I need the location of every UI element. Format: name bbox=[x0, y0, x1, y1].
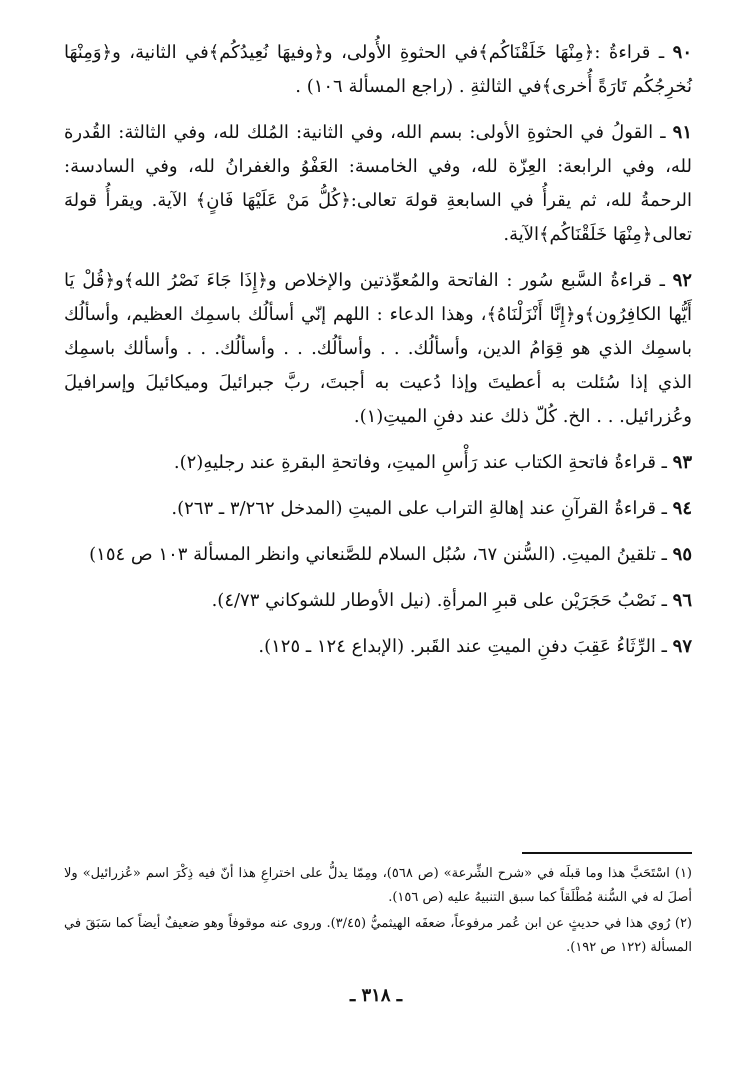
item-number: ٩٧ bbox=[672, 636, 692, 657]
paragraph-text: ـ تلقينُ الميتِ. (السُّنن ٦٧، سُبُل السلام للصَّنعاني وانظر المسألة ١٠٣ ص ١٥٤) bbox=[89, 544, 667, 565]
paragraph-text: ـ قراءةُ فاتحةِ الكتاب عند رَأْسِ الميتِ، وفاتحةِ البقرةِ عند رجليهِ(٢). bbox=[173, 452, 667, 473]
item-number: ٩٤ bbox=[672, 498, 692, 519]
item-number: ٩٥ bbox=[672, 544, 692, 565]
footnote-2: (٢) رُوي هذا في حديثٍ عن ابن عُمر مرفوعاً، ضعفَه الهيثميُّ (٣/٤٥). وروى عنه موقوفاً وهو ضعيفٌ أيضاً كما سَبَقَ في المسألة (١٢٢ ص ١٩٢). bbox=[64, 916, 692, 955]
footnotes bbox=[64, 852, 692, 962]
paragraph-91 bbox=[64, 116, 692, 252]
paragraph-93 bbox=[64, 446, 692, 480]
paragraph-95 bbox=[64, 538, 692, 572]
paragraph-text: ـ الرِّثَاءُ عَقِبَ دفنِ الميتِ عند القَبر. (الإبداع ١٢٤ ـ ١٢٥). bbox=[258, 636, 667, 657]
paragraph-text: ـ نَصْبُ حَجَرَيْن على قبرِ المرأةِ. (نيل الأوطار للشوكاني ٤/٧٣). bbox=[211, 590, 667, 611]
item-number: ٩٠ bbox=[672, 42, 692, 63]
paragraph-text: ـ قراءةُ السَّبع سُور : الفاتحة والمُعوِّذتين والإخلاص و﴿إِذَا جَاءَ نَصْرُ الله﴾و﴿قُلْ يَا أَيُّها الكافِرُون﴾و﴿إِنَّا أَنْزَلْنَاهُ﴾، وهذا الدعاء : اللهم إنّي أسألُك باسمِك العظيم، وأسألُك باسمِك الذي هو قِوَامُ الدين، وأسألُك. . . وأسألُك. . . وأسألُك. . . وأسألك باسمِك الذي إذا سُئلت به أعطيتَ وإذا دُعيت به أجبتَ، ربَّ جبرائيلَ وميكائيلَ وإسرافيلَ وعُزرائيل. . . الخ. كُلّ ذلك عند دفنِ الميتِ(١). bbox=[64, 270, 692, 427]
item-number: ٩١ bbox=[672, 122, 692, 143]
item-number: ٩٢ bbox=[672, 270, 692, 291]
paragraph-97 bbox=[64, 630, 692, 664]
item-number: ٩٣ bbox=[672, 452, 692, 473]
footnote-1: (١) اسْتَحَبَّ هذا وما قبلَه في «شرح الشِّرعة» (ص ٥٦٨)، ومِمّا يدلُّ على اختراعِ هذا أنّ فيه ذِكْرَ اسم «عُزرائيل» ولا أصلَ له في السُّنة مُطْلَقاً كما سبق التنبيهُ عليه (ص ١٥٦). bbox=[64, 866, 692, 905]
paragraph-text: ـ قراءةُ القرآنِ عند إهالةِ التراب على الميتِ (المدخل ٣/٢٦٢ ـ ٢٦٣). bbox=[171, 498, 667, 519]
paragraph-92 bbox=[64, 264, 692, 434]
page-number: ـ ٣١٨ ـ bbox=[349, 985, 403, 1006]
paragraph-text: ـ قراءةُ :﴿مِنْهَا خَلَقْنَاكُم﴾في الحثوةِ الأُولى، و﴿وفيهَا نُعِيدُكُم﴾في الثانية، و﴿وَمِنْهَا نُخرِجُكُم تَارَةً أُخرى﴾في الثالثةِ . (راجع المسألة ١٠٦) . bbox=[64, 42, 692, 97]
paragraph-text: ـ القولُ في الحثوةِ الأولى: بسم الله، وفي الثانية: المُلك لله، وفي الثالثة: القُدرة لله، وفي الرابعة: العِزّة لله، وفي الخامسة: العَفْوُ والغفرانُ لله، وفي السادسة: الرحمةُ لله، ثم يقرأُ في السابعةِ قولهَ تعالى:﴿كُلُّ مَنْ عَلَيْهَا فَانٍ﴾ الآية. ويقرأُ قولهَ تعالى﴿مِنْهَا خَلَقْنَاكُم﴾الآية. bbox=[64, 122, 692, 245]
paragraph-94 bbox=[64, 492, 692, 526]
item-number: ٩٦ bbox=[672, 590, 692, 611]
paragraph-90 bbox=[64, 36, 692, 104]
paragraph-96 bbox=[64, 584, 692, 618]
footnote-separator bbox=[522, 852, 692, 854]
